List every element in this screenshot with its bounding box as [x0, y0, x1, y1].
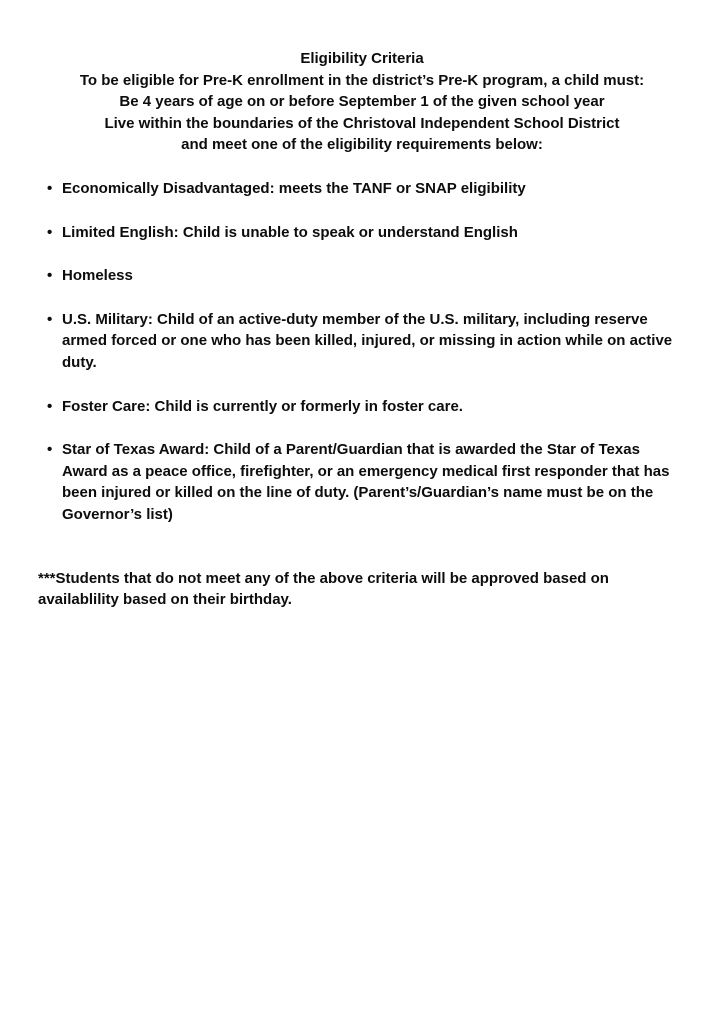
intro-line-3: Live within the boundaries of the Christoval Independent School District [104, 114, 620, 132]
bullet-icon: • [47, 267, 53, 285]
list-item-star-of-texas [47, 439, 686, 525]
page-title: Eligibility Criteria [300, 50, 424, 67]
footer-note: ***Students that do not meet any of the above criteria will be approved based on availablility based on their birthday. [38, 569, 609, 609]
list-item-us-military [47, 309, 686, 374]
intro-line-1: To be eligible for Pre-K enrollment in the district’s Pre-K program, a child must: [79, 71, 645, 89]
list-item-limited-english [47, 222, 686, 244]
list-item-text: U.S. Military: Child of an active-duty member of the U.S. military, including reserve armed forced or one who has been killed, injured, or missing in action while on active duty. [62, 310, 673, 371]
list-item-homeless [47, 265, 686, 287]
document-header [38, 48, 686, 156]
list-item-text: Foster Care: Child is currently or formerly in foster care. [62, 397, 463, 415]
bullet-icon: • [47, 310, 53, 328]
list-item-economically-disadvantaged [47, 178, 686, 200]
intro-line-2: Be 4 years of age on or before September 1 of the given school year [119, 93, 605, 111]
bullet-icon: • [47, 223, 53, 241]
bullet-icon: • [47, 397, 53, 415]
eligibility-list [38, 178, 686, 526]
list-item-text: Star of Texas Award: Child of a Parent/Guardian that is awarded the Star of Texas Award as a peace office, firefighter, or an emergency medical first responder that has been injured or killed on the line of duty. (Parent’s/Guardian’s name must be on the Governor’s list) [62, 441, 670, 523]
bullet-icon: • [47, 179, 53, 197]
list-item-text: Economically Disadvantaged: meets the TANF or SNAP eligibility [62, 179, 526, 197]
intro-line-4: and meet one of the eligibility requirements below: [181, 136, 543, 154]
bullet-icon: • [47, 441, 53, 459]
list-item-foster-care [47, 396, 686, 418]
list-item-text: Homeless [62, 267, 133, 285]
list-item-text: Limited English: Child is unable to speak or understand English [62, 223, 518, 241]
